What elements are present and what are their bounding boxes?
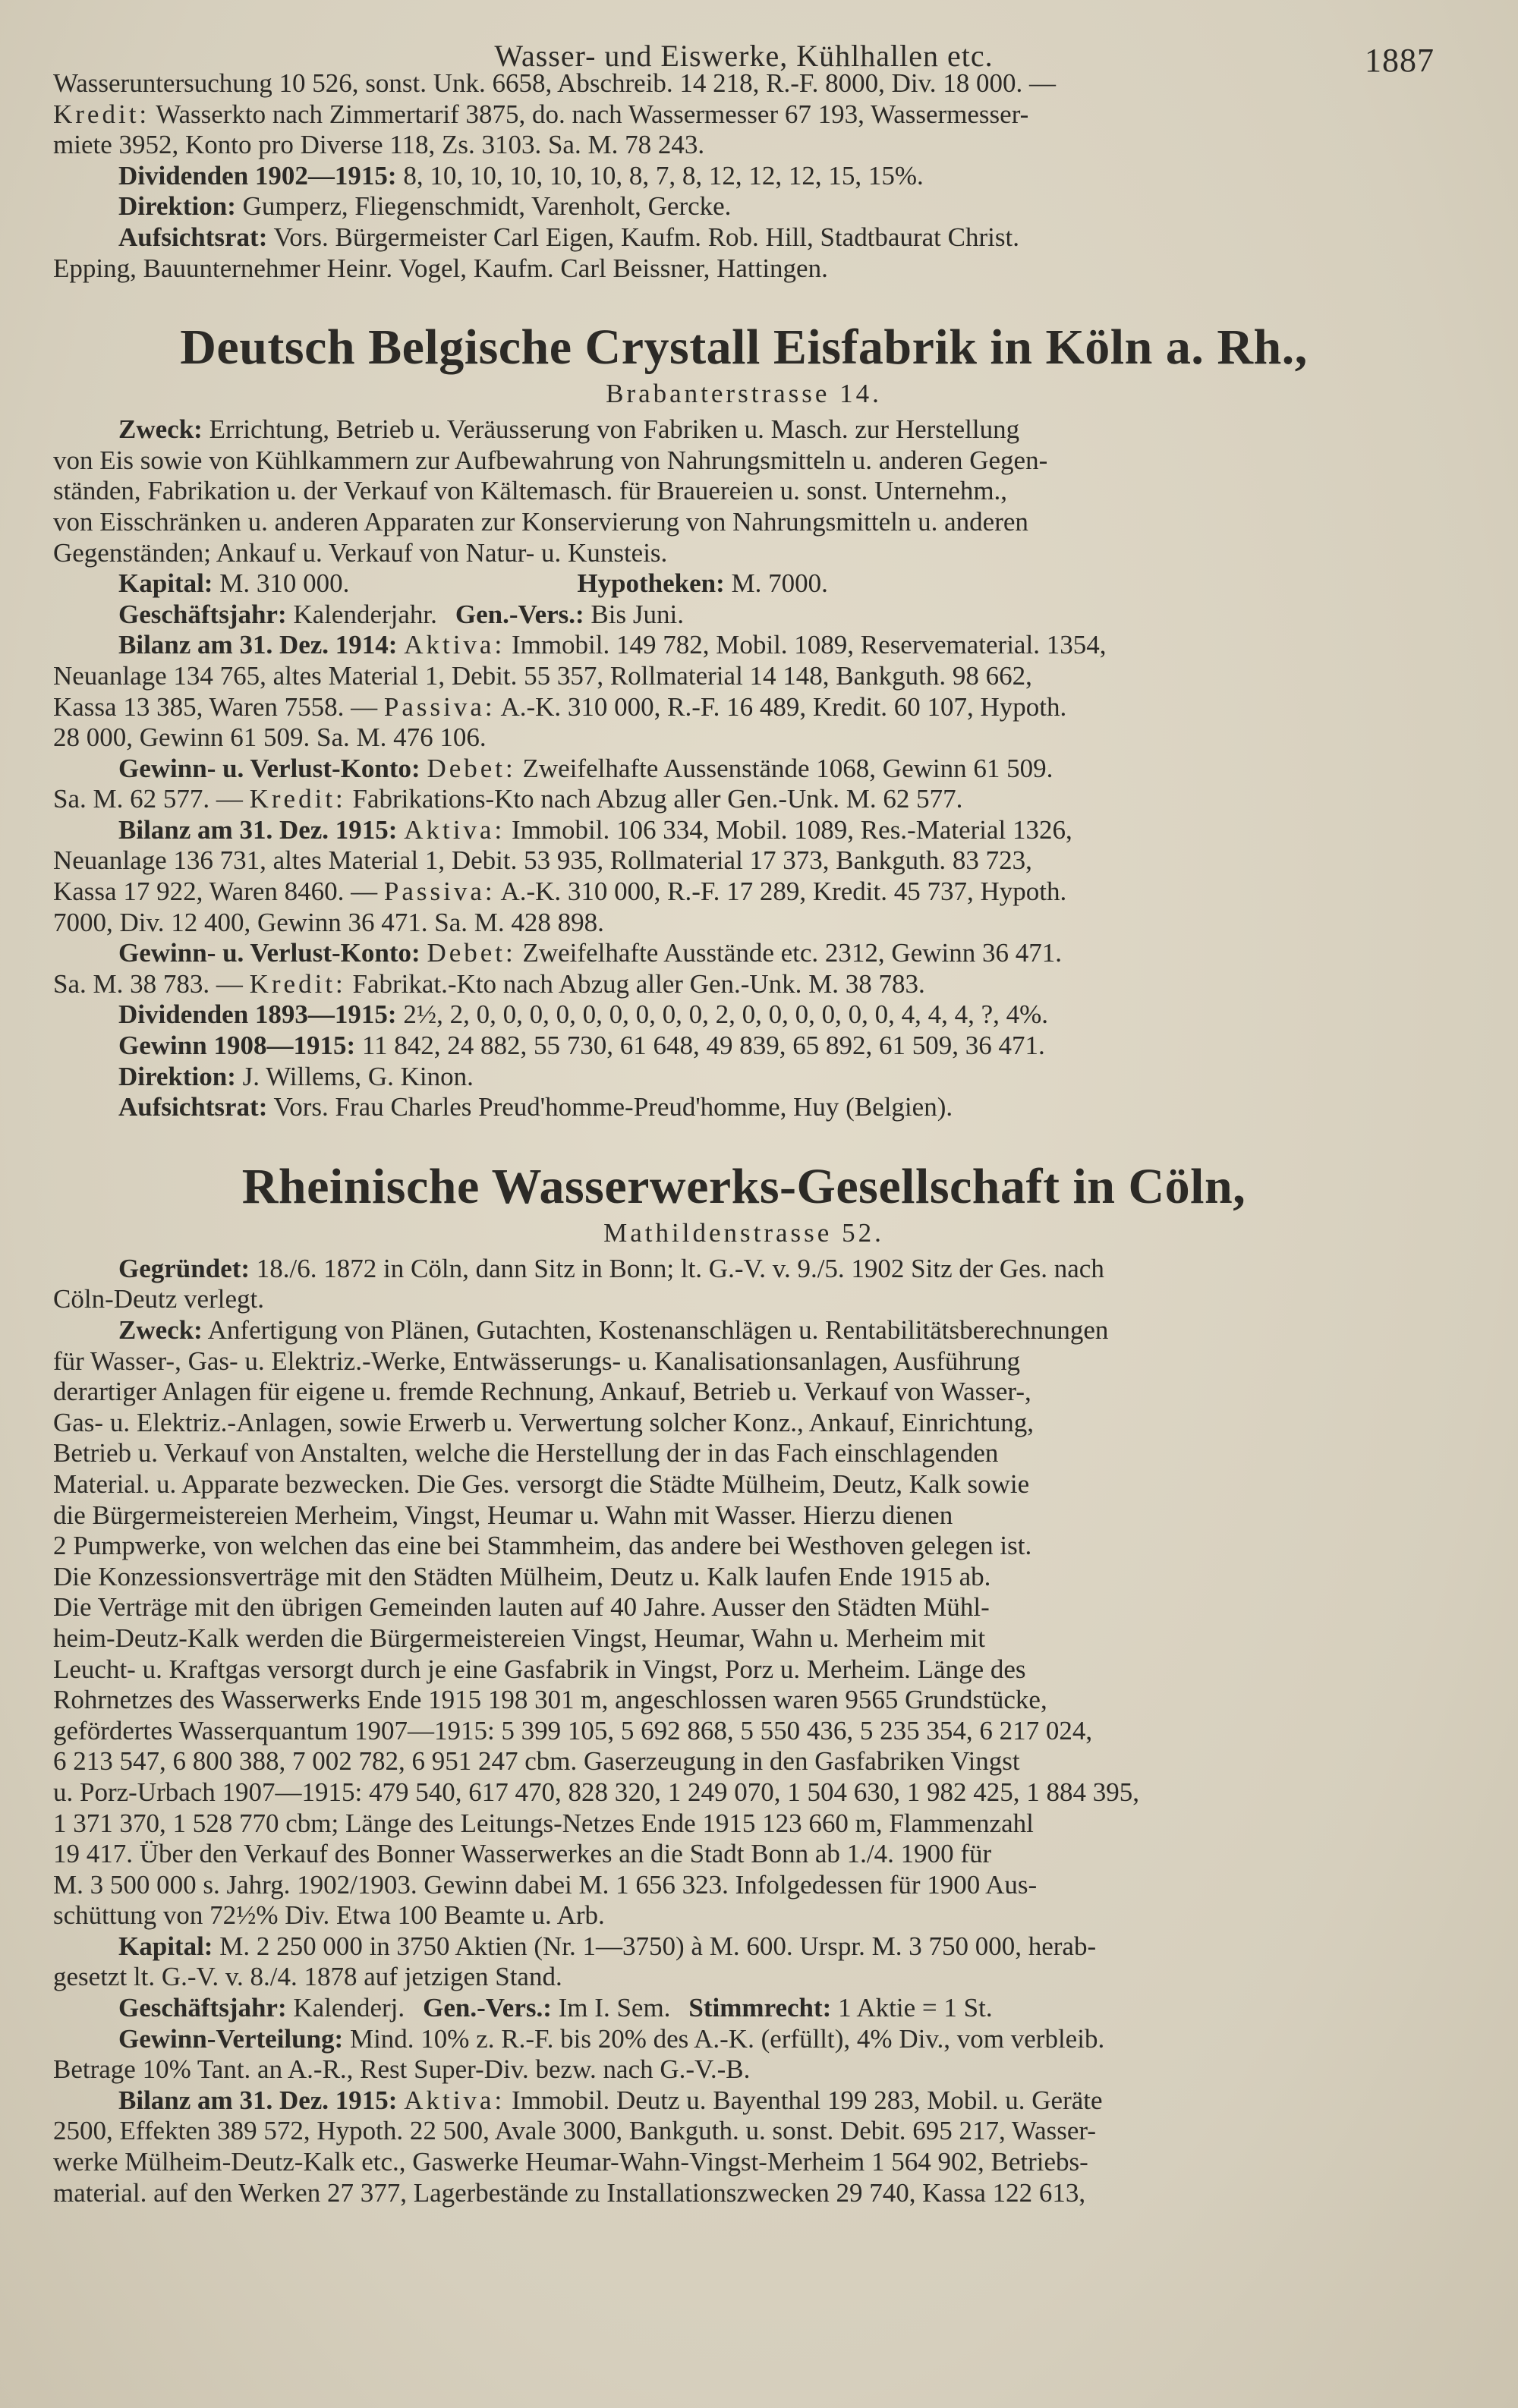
- text-line: [53, 2116, 1435, 2147]
- text-line: [53, 908, 1435, 939]
- text-span: von Eisschränken u. anderen Apparaten zur Konservierung von Nahrungsmitteln u. anderen: [53, 506, 1028, 537]
- kapital-text: M. 310 000.: [213, 568, 350, 599]
- text-line: [53, 1839, 1435, 1870]
- company-title: Deutsch Belgische Crystall Eisfabrik in Köln a. Rh.,: [180, 319, 1308, 376]
- text-span: 28 000, Gewinn 61 509. Sa. M. 476 106.: [53, 722, 487, 753]
- text-line: [53, 1408, 1435, 1439]
- aktiva-label: Aktiva:: [404, 630, 505, 660]
- gewinn-text: 11 842, 24 882, 55 730, 61 648, 49 839, 65 892, 61 509, 36 471.: [355, 1031, 1045, 1061]
- kredit-label: Kredit:: [249, 968, 346, 999]
- entry-rheinische-wasserwerks-gesellschaft: [53, 1157, 1435, 2208]
- kapital-label: Kapital:: [118, 1931, 213, 1961]
- guv-label: Gewinn- u. Verlust-Konto:: [118, 753, 420, 783]
- text-line: [53, 969, 1435, 1000]
- text-span: die Bürgermeistereien Merheim, Vingst, Heumar u. Wahn mit Wasser. Hierzu dienen: [53, 1500, 953, 1530]
- geschaeftsjahr-paragraph: [53, 600, 1435, 631]
- dividenden-text: 8, 10, 10, 10, 10, 10, 8, 7, 8, 12, 12, 12, 15, 15%.: [396, 160, 924, 190]
- text-line: [53, 877, 1435, 908]
- gewinn-verteilung-paragraph: [53, 2024, 1435, 2055]
- text-line: [53, 507, 1435, 538]
- text-line: [53, 1716, 1435, 1747]
- text-span: Die Verträge mit den übrigen Gemeinden lauten auf 40 Jahre. Ausser den Städten Mühl-: [53, 1592, 990, 1623]
- text-span: Wasserkto nach Zimmertarif 3875, do. nach Wassermesser 67 193, Wassermesser-: [150, 99, 1029, 129]
- bilanz-1915-paragraph: [53, 2085, 1435, 2117]
- guv-label: Gewinn- u. Verlust-Konto:: [118, 938, 420, 968]
- text-span: 2500, Effekten 389 572, Hypoth. 22 500, Avale 3000, Bankguth. u. sonst. Debit. 695 217, Wasser-: [53, 2116, 1096, 2146]
- running-head: [53, 0, 1435, 79]
- text-span: 2 Pumpwerke, von welchen das eine bei Stammheim, das andere bei Westhoven gelegen ist.: [53, 1531, 1032, 1561]
- geschaeftsjahr-label: Geschäftsjahr:: [118, 599, 287, 629]
- text-line: [53, 2178, 1435, 2209]
- guv-1914-paragraph: [53, 754, 1435, 785]
- text-line: [53, 1500, 1435, 1531]
- text-span: Leucht- u. Kraftgas versorgt durch je eine Gasfabrik in Vingst, Porz u. Merheim. Länge des: [53, 1654, 1026, 1684]
- zweck-paragraph: [53, 414, 1435, 445]
- text-line: [53, 722, 1435, 754]
- text-span: von Eis sowie von Kühlkammern zur Aufbewahrung von Nahrungsmitteln u. anderen Gegen-: [53, 445, 1048, 475]
- direktion-paragraph: [53, 191, 1435, 222]
- direktion-text: Gumperz, Fliegenschmidt, Varenholt, Gercke.: [235, 191, 732, 222]
- text-span: Epping, Bauunternehmer Heinr. Vogel, Kaufm. Carl Beissner, Hattingen.: [53, 253, 828, 283]
- text-span: Zweifelhafte Aussenstände 1068, Gewinn 61 509.: [515, 753, 1053, 783]
- text-span: werke Mülheim-Deutz-Kalk etc., Gaswerke Heumar-Wahn-Vingst-Merheim 1 564 902, Betriebs-: [53, 2147, 1088, 2177]
- zweck-label: Zweck:: [118, 414, 203, 445]
- text-line: [53, 253, 1435, 285]
- gewinn-verteilung-label: Gewinn-Verteilung:: [118, 2023, 344, 2054]
- text-line: [53, 1438, 1435, 1469]
- aufsichtsrat-text: Vors. Bürgermeister Carl Eigen, Kaufm. Rob. Hill, Stadtbaurat Christ.: [267, 222, 1019, 252]
- text-span: Sa. M. 62 577. —: [53, 784, 250, 814]
- kapital-paragraph: [53, 1931, 1435, 1963]
- text-span: Mind. 10% z. R.-F. bis 20% des A.-K. (erfüllt), 4% Div., vom verbleib.: [343, 2023, 1105, 2054]
- text-span: Betrage 10% Tant. an A.-R., Rest Super-Div. bezw. nach G.-V.-B.: [53, 2054, 751, 2085]
- text-span: Zweifelhafte Ausstände etc. 2312, Gewinn 36 471.: [515, 938, 1062, 968]
- dividenden-text: 2½, 2, 0, 0, 0, 0, 0, 0, 0, 0, 0, 2, 0, 0, 0, 0, 0, 0, 4, 4, 4, ?, 4%.: [396, 999, 1049, 1030]
- text-span: 6 213 547, 6 800 388, 7 002 782, 6 951 247 cbm. Gaserzeugung in den Gasfabriken Vingst: [53, 1746, 1020, 1777]
- hypotheken-text: M. 7000.: [724, 568, 828, 599]
- text-line: [53, 1562, 1435, 1593]
- text-span: Kassa 17 922, Waren 8460. —: [53, 877, 384, 907]
- text-span: Material. u. Apparate bezwecken. Die Ges. versorgt die Städte Mülheim, Deutz, Kalk sowie: [53, 1468, 1030, 1499]
- direktion-label: Direktion:: [118, 1061, 236, 1091]
- aufsichtsrat-text: Vors. Frau Charles Preud'homme-Preud'homme, Huy (Belgien).: [267, 1092, 953, 1122]
- company-title: Rheinische Wasserwerks-Gesellschaft in Cöln,: [241, 1158, 1246, 1214]
- text-span: Cöln-Deutz verlegt.: [53, 1284, 264, 1314]
- geschaeftsjahr-text: Kalenderj.: [286, 1993, 405, 2023]
- text-line: [53, 2147, 1435, 2178]
- passiva-label: Passiva:: [383, 691, 496, 722]
- text-line: [53, 1346, 1435, 1377]
- text-span: Immobil. 106 334, Mobil. 1089, Res.-Material 1326,: [505, 814, 1072, 845]
- page-number: 1887: [1365, 42, 1435, 79]
- text-span: gesetzt lt. G.-V. v. 8./4. 1878 auf jetzigen Stand.: [53, 1962, 562, 1992]
- text-span: ständen, Fabrikation u. der Verkauf von Kältemasch. für Brauereien u. sonst. Unternehm.,: [53, 476, 1008, 506]
- text-span: 7000, Div. 12 400, Gewinn 36 471. Sa. M. 428 898.: [53, 907, 604, 937]
- text-line: [53, 1746, 1435, 1777]
- bilanz-label: Bilanz am 31. Dez. 1914:: [118, 630, 398, 660]
- guv-1915-paragraph: [53, 938, 1435, 969]
- text-span: Immobil. 149 782, Mobil. 1089, Reservematerial. 1354,: [505, 630, 1107, 660]
- aufsichtsrat-paragraph: [53, 1092, 1435, 1123]
- text-span: Wasseruntersuchung 10 526, sonst. Unk. 6658, Abschreib. 14 218, R.-F. 8000, Div. 18 000. —: [53, 68, 1057, 98]
- passiva-label: Passiva:: [383, 877, 496, 907]
- bilanz-label: Bilanz am 31. Dez. 1915:: [118, 814, 398, 845]
- text-span: gefördertes Wasserquantum 1907—1915: 5 399 105, 5 692 868, 5 550 436, 5 235 354, 6 217 024,: [53, 1715, 1093, 1745]
- aktiva-label: Aktiva:: [404, 814, 505, 845]
- text-line: [53, 1469, 1435, 1500]
- gen-vers-text: Bis Juni.: [584, 599, 684, 629]
- bilanz-1914-paragraph: [53, 630, 1435, 661]
- text-line: [53, 1685, 1435, 1716]
- text-line: [53, 476, 1435, 507]
- gewinn-label: Gewinn 1908—1915:: [118, 1031, 356, 1061]
- direktion-label: Direktion:: [118, 191, 236, 222]
- aufsichtsrat-label: Aufsichtsrat:: [118, 1092, 268, 1122]
- text-span: Sa. M. 38 783. —: [53, 968, 250, 999]
- bilanz-1915-paragraph: [53, 815, 1435, 846]
- stimmrecht-label: Stimmrecht:: [688, 1993, 832, 2023]
- zweck-label: Zweck:: [118, 1315, 203, 1345]
- text-span: für Wasser-, Gas- u. Elektriz.-Werke, Entwässerungs- u. Kanalisationsanlagen, Ausführung: [53, 1346, 1021, 1376]
- running-head-title: Wasser- und Eiswerke, Kühlhallen etc.: [494, 39, 994, 73]
- text-span: Fabrikations-Kto nach Abzug aller Gen.-Unk. M. 62 577.: [345, 784, 963, 814]
- gen-vers-label: Gen.-Vers.:: [423, 1993, 552, 2023]
- hypotheken-label: Hypotheken:: [577, 568, 725, 599]
- geschaeftsjahr-paragraph: [53, 1993, 1435, 2024]
- text-span: u. Porz-Urbach 1907—1915: 479 540, 617 470, 828 320, 1 249 070, 1 504 630, 1 982 425, 1 884 395,: [53, 1777, 1140, 1807]
- text-line: [53, 692, 1435, 723]
- text-line: [53, 445, 1435, 477]
- text-span: Fabrikat.-Kto nach Abzug aller Gen.-Unk. M. 38 783.: [345, 968, 925, 999]
- debet-label: Debet:: [427, 753, 516, 783]
- gen-vers-label: Gen.-Vers.:: [455, 599, 584, 629]
- company-address: Brabanterstrasse 14.: [606, 379, 882, 409]
- text-span: Betrieb u. Verkauf von Anstalten, welche die Herstellung der in das Fach einschlagenden: [53, 1438, 999, 1468]
- kapital-label: Kapital:: [118, 568, 213, 599]
- text-line: [53, 1808, 1435, 1840]
- text-span: Gegenständen; Ankauf u. Verkauf von Natur- u. Kunsteis.: [53, 537, 668, 568]
- kapital-paragraph: [53, 568, 1435, 600]
- dividenden-paragraph: [53, 161, 1435, 192]
- text-span: Kassa 13 385, Waren 7558. —: [53, 691, 384, 722]
- text-line: [53, 661, 1435, 692]
- gewinn-paragraph: [53, 1031, 1435, 1062]
- text-line: [53, 2054, 1435, 2085]
- text-span: Errichtung, Betrieb u. Veräusserung von Fabriken u. Masch. zur Herstellung: [202, 414, 1020, 445]
- text-span: Neuanlage 134 765, altes Material 1, Debit. 55 357, Rollmaterial 14 148, Bankguth. 98 662,: [53, 660, 1032, 691]
- text-span: M. 2 250 000 in 3750 Aktien (Nr. 1—3750) à M. 600. Urspr. M. 3 750 000, herab-: [213, 1931, 1097, 1961]
- kredit-label: Kredit:: [249, 784, 346, 814]
- text-line: [53, 1284, 1435, 1315]
- zweck-paragraph: [53, 1315, 1435, 1346]
- text-line: [53, 1870, 1435, 1901]
- text-span: heim-Deutz-Kalk werden die Bürgermeistereien Vingst, Heumar, Wahn u. Merheim mit: [53, 1623, 986, 1653]
- kredit-label: Kredit:: [53, 99, 150, 129]
- text-span: M. 3 500 000 s. Jahrg. 1902/1903. Gewinn dabei M. 1 656 323. Infolgedessen für 1900 Aus-: [53, 1869, 1038, 1900]
- text-span: 19 417. Über den Verkauf des Bonner Wasserwerkes an die Stadt Bonn ab 1./4. 1900 für: [53, 1839, 992, 1869]
- dividenden-paragraph: [53, 999, 1435, 1031]
- text-span: 18./6. 1872 in Cöln, dann Sitz in Bonn; lt. G.-V. v. 9./5. 1902 Sitz der Ges. nach: [250, 1253, 1104, 1283]
- dividenden-label: Dividenden 1902—1915:: [118, 160, 397, 190]
- gegruendet-paragraph: [53, 1254, 1435, 1285]
- entry-deutsch-belgische-crystall-eisfabrik: [53, 317, 1435, 1123]
- text-span: material. auf den Werken 27 377, Lagerbestände zu Installationszwecken 29 740, Kassa 122 613,: [53, 2177, 1086, 2208]
- text-line: [53, 1654, 1435, 1686]
- text-span: A.-K. 310 000, R.-F. 17 289, Kredit. 45 737, Hypoth.: [495, 877, 1067, 907]
- text-span: schüttung von 72½% Div. Etwa 100 Beamte u. Arb.: [53, 1900, 605, 1931]
- text-span: Immobil. Deutz u. Bayenthal 199 283, Mobil. u. Geräte: [505, 2085, 1103, 2115]
- text-line: [53, 1377, 1435, 1408]
- text-line: [53, 845, 1435, 877]
- text-span: Neuanlage 136 731, altes Material 1, Debit. 53 935, Rollmaterial 17 373, Bankguth. 83 723,: [53, 845, 1032, 876]
- dividenden-label: Dividenden 1893—1915:: [118, 999, 397, 1030]
- debet-label: Debet:: [427, 938, 516, 968]
- text-span: Gas- u. Elektriz.-Anlagen, sowie Erwerb u. Verwertung solcher Konz., Ankauf, Einrichtung,: [53, 1407, 1035, 1437]
- text-line: [53, 1592, 1435, 1623]
- geschaeftsjahr-label: Geschäftsjahr:: [118, 1993, 287, 2023]
- aufsichtsrat-paragraph: [53, 222, 1435, 253]
- text-line: [53, 1623, 1435, 1654]
- text-line: [53, 130, 1435, 161]
- text-span: Die Konzessionsverträge mit den Städten Mülheim, Deutz u. Kalk laufen Ende 1915 ab.: [53, 1561, 991, 1591]
- aktiva-label: Aktiva:: [404, 2085, 505, 2115]
- direktion-paragraph: [53, 1062, 1435, 1093]
- text-span: Rohrnetzes des Wasserwerks Ende 1915 198 301 m, angeschlossen waren 9565 Grundstücke,: [53, 1685, 1047, 1715]
- text-line: [53, 1962, 1435, 1993]
- entry-wasserwerk-continuation: [53, 68, 1435, 284]
- aufsichtsrat-label: Aufsichtsrat:: [118, 222, 268, 252]
- gen-vers-text: Im I. Sem.: [551, 1993, 671, 2023]
- text-span: derartiger Anlagen für eigene u. fremde Rechnung, Ankauf, Betrieb u. Verkauf von Wasser-,: [53, 1377, 1031, 1407]
- text-span: Anfertigung von Plänen, Gutachten, Kostenanschlägen u. Rentabilitätsberechnungen: [202, 1315, 1109, 1345]
- gegruendet-label: Gegründet:: [118, 1253, 250, 1283]
- company-address: Mathildenstrasse 52.: [603, 1217, 884, 1248]
- text-line: [53, 1531, 1435, 1562]
- text-span: miete 3952, Konto pro Diverse 118, Zs. 3103. Sa. M. 78 243.: [53, 130, 705, 160]
- text-line: [53, 1777, 1435, 1808]
- geschaeftsjahr-text: Kalenderjahr.: [286, 599, 437, 629]
- text-line: [53, 538, 1435, 569]
- stimmrecht-text: 1 Aktie = 1 St.: [831, 1993, 993, 2023]
- bilanz-label: Bilanz am 31. Dez. 1915:: [118, 2085, 398, 2115]
- text-line: [53, 1900, 1435, 1931]
- text-line: [53, 784, 1435, 815]
- text-span: A.-K. 310 000, R.-F. 16 489, Kredit. 60 107, Hypoth.: [495, 691, 1067, 722]
- direktion-text: J. Willems, G. Kinon.: [235, 1061, 474, 1091]
- text-line: [53, 99, 1435, 131]
- text-span: 1 371 370, 1 528 770 cbm; Länge des Leitungs-Netzes Ende 1915 123 660 m, Flammenzahl: [53, 1808, 1034, 1838]
